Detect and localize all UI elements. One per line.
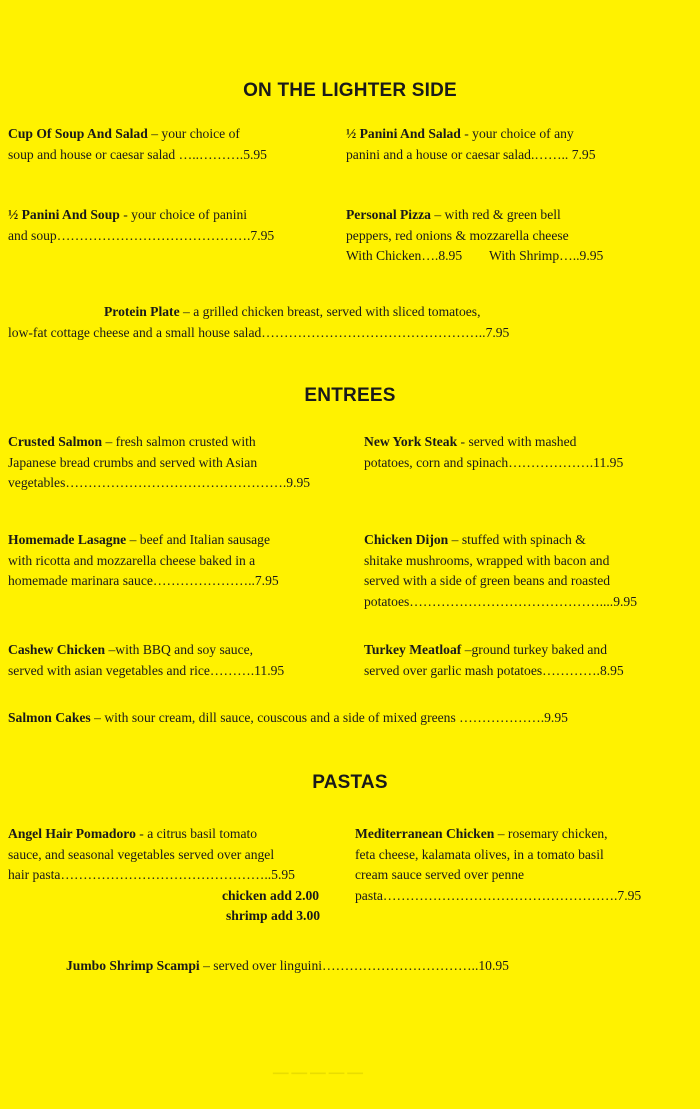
item-description: – beef and Italian sausage: [126, 532, 270, 547]
item-description: – your choice of: [147, 126, 240, 141]
menu-item-salmon-cakes: [8, 708, 688, 729]
item-name: Protein Plate: [104, 304, 180, 319]
item-description: panini and a house or caesar salad.…….. 7.95: [346, 146, 596, 162]
item-description: potatoes……………………………………....9.95: [364, 593, 637, 609]
item-name: New York Steak: [364, 434, 458, 449]
item-description: - served with mashed: [457, 434, 577, 449]
menu-item-jumbo-shrimp-scampi: [66, 956, 626, 977]
item-description: potatoes, corn and spinach……………….11.95: [364, 454, 624, 470]
item-description: – stuffed with spinach &: [448, 532, 586, 547]
item-name: ½ Panini And Salad: [346, 126, 461, 141]
item-description: vegetables………………………………………….9.95: [8, 475, 311, 490]
menu-item-turkey-meatloaf: [364, 640, 686, 681]
item-name: Angel Hair Pomadoro: [8, 826, 136, 841]
menu-item-personal-pizza: [346, 205, 666, 267]
menu-item-chicken-dijon: [364, 530, 686, 612]
menu-item-soup-salad: [8, 124, 320, 165]
menu-item-crusted-salmon: [8, 432, 338, 494]
item-description: cream sauce served over penne: [355, 867, 525, 882]
menu-item-half-panini-salad: [346, 124, 666, 165]
addon-shrimp: shrimp add 3.00: [226, 908, 321, 923]
item-description: pasta…………………………………………….7.95: [355, 887, 642, 903]
item-description: – with red & green bell: [430, 207, 561, 222]
item-description: soup and house or caesar salad …..……….5.95: [8, 146, 267, 162]
menu-item-cashew-chicken: [8, 640, 348, 681]
item-name: Cup Of Soup And Salad: [8, 126, 148, 141]
item-name: Turkey Meatloaf: [364, 642, 462, 657]
item-description: sauce, and seasonal vegetables served over angel: [8, 846, 275, 862]
item-price-options: With Chicken….8.95 With Shrimp…..9.95: [346, 248, 604, 263]
item-description: low-fat cottage cheese and a small house salad…………………………………………..7.95: [8, 324, 510, 340]
item-description: shitake mushrooms, wrapped with bacon and: [364, 552, 610, 568]
item-description: –with BBQ and soy sauce,: [105, 642, 254, 657]
item-description: – with sour cream, dill sauce, couscous and a side of mixed greens ……………….9.95: [90, 710, 568, 725]
item-name: Chicken Dijon: [364, 532, 449, 547]
item-description: Japanese bread crumbs and served with Asian: [8, 454, 258, 470]
addon-chicken: chicken add 2.00: [222, 887, 320, 903]
item-description: –ground turkey baked and: [461, 642, 608, 657]
item-name: Homemade Lasagne: [8, 532, 127, 547]
item-description: - your choice of any: [460, 126, 574, 141]
item-name: Salmon Cakes: [8, 710, 91, 725]
item-description: – served over linguini……………………………..10.95: [199, 958, 509, 973]
item-description: - a citrus basil tomato: [135, 826, 258, 841]
section-title-lighter-side: ON THE LIGHTER SIDE: [243, 80, 457, 101]
item-name: Crusted Salmon: [8, 434, 103, 449]
menu-item-new-york-steak: [364, 432, 686, 473]
menu-item-half-panini-soup: [8, 205, 326, 246]
item-description: served with asian vegetables and rice……….11.95: [8, 662, 285, 678]
menu-item-angel-hair-pomadoro: [8, 824, 338, 927]
item-description: homemade marinara sauce…………………..7.95: [8, 573, 279, 588]
item-name: Jumbo Shrimp Scampi: [66, 958, 200, 973]
item-description: served with a side of green beans and roasted: [364, 573, 611, 588]
item-description: – rosemary chicken,: [494, 826, 608, 841]
item-description: – fresh salmon crusted with: [102, 434, 256, 449]
item-description: hair pasta………………………………………..5.95: [8, 867, 295, 882]
item-description: with ricotta and mozzarella cheese baked in a: [8, 552, 256, 568]
section-title-pastas: PASTAS: [312, 772, 388, 793]
menu-item-mediterranean-chicken: [355, 824, 691, 906]
item-name: Mediterranean Chicken: [355, 826, 495, 841]
item-name: Personal Pizza: [346, 207, 431, 222]
menu-item-homemade-lasagne: [8, 530, 348, 592]
bleed-through-decoration: ─────: [270, 1060, 363, 1085]
item-description: – a grilled chicken breast, served with sliced tomatoes,: [179, 304, 481, 319]
item-description: - your choice of panini: [119, 207, 248, 222]
section-title-entrees: ENTREES: [304, 385, 396, 406]
item-name: Cashew Chicken: [8, 642, 106, 657]
item-description: peppers, red onions & mozzarella cheese: [346, 227, 569, 243]
item-description: feta cheese, kalamata olives, in a tomato basil: [355, 846, 604, 862]
item-description: served over garlic mash potatoes………….8.95: [364, 662, 624, 678]
menu-item-protein-plate: [8, 302, 668, 343]
item-description: and soup…………………………………….7.95: [8, 227, 275, 243]
item-name: ½ Panini And Soup: [8, 207, 120, 222]
